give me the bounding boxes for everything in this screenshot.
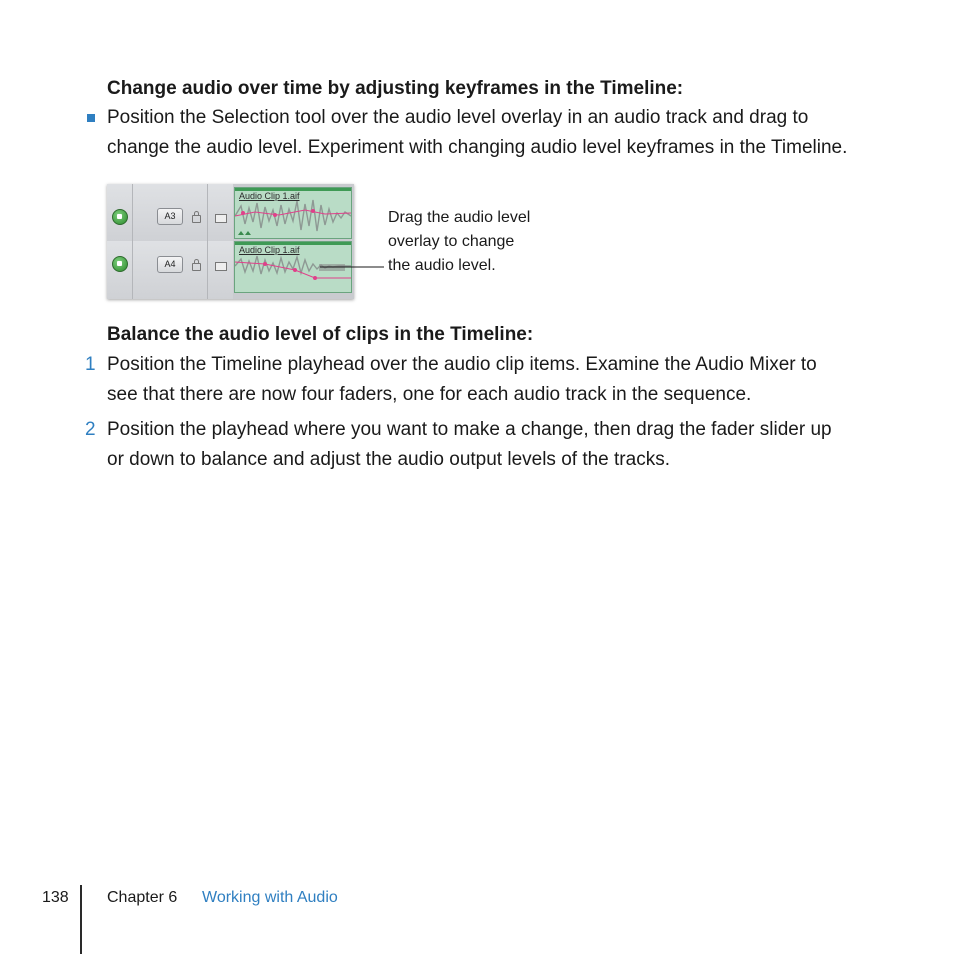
bullet-square-icon xyxy=(87,114,95,122)
track-button-a3: A3 xyxy=(157,208,183,225)
track-button-a4: A4 xyxy=(157,256,183,273)
step-1-line-2: see that there are now four faders, one for each audio track in the sequence. xyxy=(107,384,752,405)
divider xyxy=(207,241,208,299)
divider xyxy=(207,184,208,241)
section-heading-keyframes: Change audio over time by adjusting keyframes in the Timeline: xyxy=(107,78,684,99)
track-controls-a4 xyxy=(107,241,233,299)
callout-line-2: overlay to change xyxy=(388,233,515,250)
track-controls-a3 xyxy=(107,184,233,242)
lock-icon xyxy=(192,215,201,223)
chapter-title-link[interactable]: Working with Audio xyxy=(202,889,338,906)
bullet-text-line-2: change the audio level. Experiment with changing audio level keyframes in the Timeline. xyxy=(107,137,848,158)
clip-name-a3: Audio Clip 1.aif xyxy=(239,191,300,201)
callout-line-1: Drag the audio level xyxy=(388,209,531,226)
page-number: 138 xyxy=(42,889,69,906)
divider xyxy=(132,241,133,299)
divider xyxy=(132,184,133,241)
step-number-1: 1 xyxy=(85,354,96,375)
lock-icon xyxy=(192,263,201,271)
monitor-icon xyxy=(215,214,227,223)
step-1-line-1: Position the Timeline playhead over the audio clip items. Examine the Audio Mixer to xyxy=(107,354,817,375)
clip-name-a4: Audio Clip 1.aif xyxy=(239,245,300,255)
bullet-text-line-1: Position the Selection tool over the audio level overlay in an audio track and drag to xyxy=(107,107,809,128)
footer-divider xyxy=(80,885,82,954)
monitor-icon xyxy=(215,262,227,271)
section-heading-balance: Balance the audio level of clips in the Timeline: xyxy=(107,324,534,345)
callout-leader-line xyxy=(320,262,384,272)
callout-line-3: the audio level. xyxy=(388,257,496,274)
step-number-2: 2 xyxy=(85,419,96,440)
audio-clip-a3 xyxy=(234,187,352,239)
clip-area-a3 xyxy=(233,184,354,241)
audible-speaker-icon xyxy=(112,209,128,225)
chapter-label: Chapter 6 xyxy=(107,889,178,906)
step-2-line-1: Position the playhead where you want to make a change, then drag the fader slider up xyxy=(107,419,832,440)
step-2-line-2: or down to balance and adjust the audio output levels of the tracks. xyxy=(107,449,670,470)
audible-speaker-icon xyxy=(112,256,128,272)
timeline-screenshot xyxy=(107,184,354,299)
